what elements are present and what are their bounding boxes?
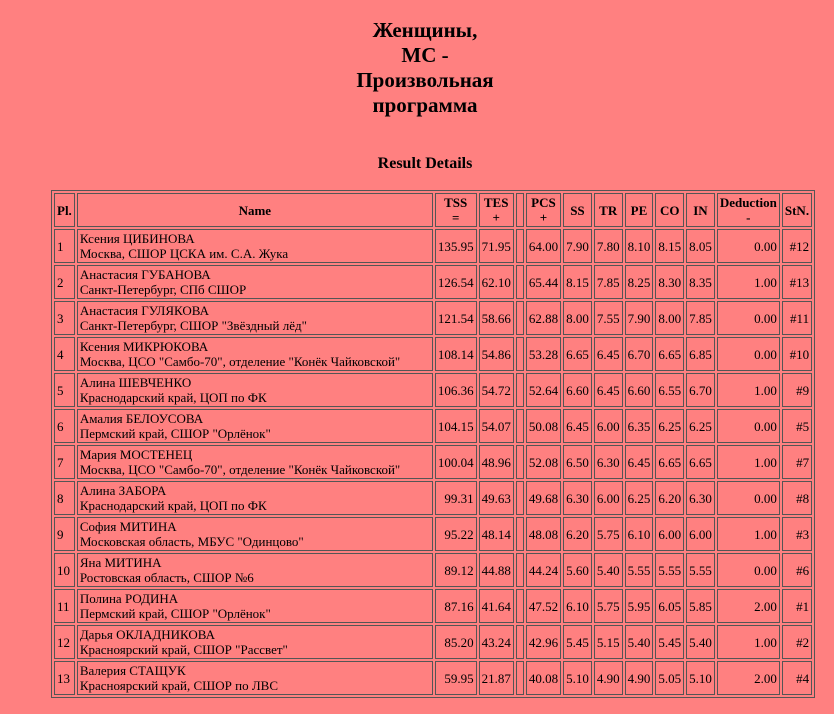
in-cell: 5.85 xyxy=(686,589,715,623)
gap-cell xyxy=(516,409,524,443)
col-header-tss xyxy=(435,193,477,227)
skater-name: Валерия СТАЩУК xyxy=(79,663,186,678)
skater-name: Дарья ОКЛАДНИКОВА xyxy=(79,627,215,642)
start-number-cell: #5 xyxy=(782,409,812,443)
pe-cell: 6.25 xyxy=(625,481,654,515)
deduction-cell: 1.00 xyxy=(717,373,780,407)
start-number-cell: #6 xyxy=(782,553,812,587)
tr-cell: 7.85 xyxy=(594,265,623,299)
col-header-pcs xyxy=(526,193,561,227)
ss-cell: 8.15 xyxy=(563,265,592,299)
ss-cell: 5.10 xyxy=(563,661,592,695)
place-cell: 2 xyxy=(54,265,75,299)
co-cell: 6.05 xyxy=(655,589,684,623)
tr-cell: 6.00 xyxy=(594,409,623,443)
tes-cell: 41.64 xyxy=(479,589,514,623)
tes-cell: 58.66 xyxy=(479,301,514,335)
pcs-cell: 49.68 xyxy=(526,481,561,515)
start-number-cell: #4 xyxy=(782,661,812,695)
title-line: программа xyxy=(372,93,478,117)
skater-name: София МИТИНА xyxy=(79,519,177,534)
gap-cell xyxy=(516,301,524,335)
pe-cell: 6.35 xyxy=(625,409,654,443)
tes-cell: 21.87 xyxy=(479,661,514,695)
deduction-cell: 0.00 xyxy=(717,553,780,587)
in-cell: 7.85 xyxy=(686,301,715,335)
ss-cell: 6.20 xyxy=(563,517,592,551)
tr-cell: 7.55 xyxy=(594,301,623,335)
in-cell: 6.00 xyxy=(686,517,715,551)
skater-club: Московская область, МБУС "Одинцово" xyxy=(79,534,304,549)
pe-cell: 5.95 xyxy=(625,589,654,623)
col-header-tes-label: TES xyxy=(483,195,509,210)
place-cell: 7 xyxy=(54,445,75,479)
deduction-cell: 2.00 xyxy=(717,589,780,623)
start-number-cell: #11 xyxy=(782,301,812,335)
tss-cell: 89.12 xyxy=(435,553,477,587)
pcs-cell: 62.88 xyxy=(526,301,561,335)
col-header-co: CO xyxy=(655,193,684,227)
table-row xyxy=(54,625,812,659)
gap-cell xyxy=(516,661,524,695)
in-cell: 6.30 xyxy=(686,481,715,515)
in-cell: 5.55 xyxy=(686,553,715,587)
skater-cell xyxy=(77,661,433,695)
table-row xyxy=(54,409,812,443)
tr-cell: 6.30 xyxy=(594,445,623,479)
col-header-pe: PE xyxy=(625,193,654,227)
ss-cell: 6.65 xyxy=(563,337,592,371)
tes-cell: 71.95 xyxy=(479,229,514,263)
tss-cell: 99.31 xyxy=(435,481,477,515)
place-cell: 13 xyxy=(54,661,75,695)
pe-cell: 6.45 xyxy=(625,445,654,479)
in-cell: 6.70 xyxy=(686,373,715,407)
title-line: Женщины, xyxy=(372,18,478,42)
deduction-cell: 2.00 xyxy=(717,661,780,695)
skater-club: Пермский край, СШОР "Орлёнок" xyxy=(79,606,271,621)
skater-name: Алина ШЕВЧЕНКО xyxy=(79,375,192,390)
pe-cell: 4.90 xyxy=(625,661,654,695)
pe-cell: 6.60 xyxy=(625,373,654,407)
col-header-in: IN xyxy=(686,193,715,227)
col-header-tr: TR xyxy=(594,193,623,227)
skater-club: Санкт-Петербург, СШОР "Звёздный лёд" xyxy=(79,318,307,333)
skater-name: Алина ЗАБОРА xyxy=(79,483,167,498)
skater-club: Москва, СШОР ЦСКА им. С.А. Жука xyxy=(79,246,289,261)
ss-cell: 6.30 xyxy=(563,481,592,515)
co-cell: 8.00 xyxy=(655,301,684,335)
table-row xyxy=(54,661,812,695)
co-cell: 6.00 xyxy=(655,517,684,551)
deduction-cell: 1.00 xyxy=(717,625,780,659)
gap-cell xyxy=(516,553,524,587)
tss-cell: 135.95 xyxy=(435,229,477,263)
pcs-cell: 44.24 xyxy=(526,553,561,587)
pcs-cell: 65.44 xyxy=(526,265,561,299)
tss-cell: 104.15 xyxy=(435,409,477,443)
pcs-cell: 53.28 xyxy=(526,337,561,371)
pe-cell: 6.70 xyxy=(625,337,654,371)
gap-cell xyxy=(516,517,524,551)
pcs-cell: 52.08 xyxy=(526,445,561,479)
table-row xyxy=(54,589,812,623)
col-header-ss: SS xyxy=(563,193,592,227)
skater-name: Яна МИТИНА xyxy=(79,555,162,570)
tss-cell: 121.54 xyxy=(435,301,477,335)
results-table xyxy=(51,190,815,698)
tr-cell: 7.80 xyxy=(594,229,623,263)
skater-cell xyxy=(77,517,433,551)
skater-club: Красноярский край, СШОР по ЛВС xyxy=(79,678,279,693)
tss-cell: 106.36 xyxy=(435,373,477,407)
start-number-cell: #13 xyxy=(782,265,812,299)
section-subtitle: Result Details xyxy=(377,155,473,172)
table-row xyxy=(54,337,812,371)
deduction-cell: 1.00 xyxy=(717,265,780,299)
col-header-deduction-label: Deduction xyxy=(719,195,777,210)
skater-club: Санкт-Петербург, СПб СШОР xyxy=(79,282,247,297)
skater-cell xyxy=(77,373,433,407)
col-header-deduction-sign: - xyxy=(746,210,751,225)
start-number-cell: #10 xyxy=(782,337,812,371)
place-cell: 4 xyxy=(54,337,75,371)
page-title xyxy=(0,18,834,118)
start-number-cell: #1 xyxy=(782,589,812,623)
skater-club: Ростовская область, СШОР №6 xyxy=(79,570,254,585)
gap-cell xyxy=(516,445,524,479)
deduction-cell: 0.00 xyxy=(717,229,780,263)
co-cell: 6.20 xyxy=(655,481,684,515)
tr-cell: 5.15 xyxy=(594,625,623,659)
tes-cell: 54.07 xyxy=(479,409,514,443)
skater-cell xyxy=(77,625,433,659)
col-header-tss-label: TSS xyxy=(444,195,468,210)
tr-cell: 5.75 xyxy=(594,517,623,551)
pcs-cell: 64.00 xyxy=(526,229,561,263)
skater-club: Краснодарский край, ЦОП по ФК xyxy=(79,498,267,513)
in-cell: 6.85 xyxy=(686,337,715,371)
in-cell: 8.35 xyxy=(686,265,715,299)
ss-cell: 6.50 xyxy=(563,445,592,479)
skater-club: Красноярский край, СШОР "Рассвет" xyxy=(79,642,288,657)
gap-cell xyxy=(516,229,524,263)
in-cell: 5.10 xyxy=(686,661,715,695)
in-cell: 6.25 xyxy=(686,409,715,443)
deduction-cell: 0.00 xyxy=(717,481,780,515)
tr-cell: 5.75 xyxy=(594,589,623,623)
ss-cell: 8.00 xyxy=(563,301,592,335)
tes-cell: 49.63 xyxy=(479,481,514,515)
co-cell: 6.65 xyxy=(655,337,684,371)
col-header-pcs-sign: + xyxy=(539,210,548,225)
col-header-place: Pl. xyxy=(54,193,75,227)
pe-cell: 7.90 xyxy=(625,301,654,335)
tss-cell: 126.54 xyxy=(435,265,477,299)
tes-cell: 62.10 xyxy=(479,265,514,299)
skater-name: Ксения ЦИБИНОВА xyxy=(79,231,195,246)
skater-club: Краснодарский край, ЦОП по ФК xyxy=(79,390,267,405)
tr-cell: 6.45 xyxy=(594,373,623,407)
gap-cell xyxy=(516,481,524,515)
pcs-cell: 48.08 xyxy=(526,517,561,551)
tes-cell: 43.24 xyxy=(479,625,514,659)
skater-club: Пермский край, СШОР "Орлёнок" xyxy=(79,426,271,441)
skater-club: Москва, ЦСО "Самбо-70", отделение "Конёк Чайковской" xyxy=(79,354,401,369)
tes-cell: 48.14 xyxy=(479,517,514,551)
co-cell: 5.45 xyxy=(655,625,684,659)
col-header-tes xyxy=(479,193,514,227)
skater-name: Ксения МИКРЮКОВА xyxy=(79,339,209,354)
co-cell: 6.55 xyxy=(655,373,684,407)
tr-cell: 4.90 xyxy=(594,661,623,695)
place-cell: 8 xyxy=(54,481,75,515)
pe-cell: 5.55 xyxy=(625,553,654,587)
skater-cell xyxy=(77,229,433,263)
title-line: МС - xyxy=(401,43,449,67)
start-number-cell: #8 xyxy=(782,481,812,515)
place-cell: 1 xyxy=(54,229,75,263)
start-number-cell: #3 xyxy=(782,517,812,551)
co-cell: 5.05 xyxy=(655,661,684,695)
tes-cell: 44.88 xyxy=(479,553,514,587)
skater-cell xyxy=(77,589,433,623)
ss-cell: 6.10 xyxy=(563,589,592,623)
in-cell: 8.05 xyxy=(686,229,715,263)
ss-cell: 6.60 xyxy=(563,373,592,407)
start-number-cell: #9 xyxy=(782,373,812,407)
place-cell: 5 xyxy=(54,373,75,407)
co-cell: 6.65 xyxy=(655,445,684,479)
skater-name: Анастасия ГУЛЯКОВА xyxy=(79,303,209,318)
skater-cell xyxy=(77,409,433,443)
start-number-cell: #12 xyxy=(782,229,812,263)
table-row xyxy=(54,517,812,551)
deduction-cell: 1.00 xyxy=(717,445,780,479)
tes-cell: 48.96 xyxy=(479,445,514,479)
tr-cell: 6.45 xyxy=(594,337,623,371)
place-cell: 11 xyxy=(54,589,75,623)
gap-cell xyxy=(516,337,524,371)
tss-cell: 95.22 xyxy=(435,517,477,551)
pcs-cell: 42.96 xyxy=(526,625,561,659)
gap-cell xyxy=(516,265,524,299)
deduction-cell: 0.00 xyxy=(717,409,780,443)
skater-name: Полина РОДИНА xyxy=(79,591,179,606)
co-cell: 6.25 xyxy=(655,409,684,443)
start-number-cell: #7 xyxy=(782,445,812,479)
col-header-deduction xyxy=(717,193,780,227)
ss-cell: 5.60 xyxy=(563,553,592,587)
table-row xyxy=(54,553,812,587)
tss-cell: 85.20 xyxy=(435,625,477,659)
gap-cell xyxy=(516,373,524,407)
tss-cell: 108.14 xyxy=(435,337,477,371)
col-header-tss-sign: = xyxy=(451,210,460,225)
place-cell: 3 xyxy=(54,301,75,335)
pe-cell: 8.10 xyxy=(625,229,654,263)
co-cell: 8.30 xyxy=(655,265,684,299)
table-row xyxy=(54,265,812,299)
pcs-cell: 52.64 xyxy=(526,373,561,407)
skater-name: Мария МОСТЕНЕЦ xyxy=(79,447,193,462)
place-cell: 9 xyxy=(54,517,75,551)
skater-cell xyxy=(77,553,433,587)
tes-cell: 54.86 xyxy=(479,337,514,371)
pcs-cell: 47.52 xyxy=(526,589,561,623)
col-header-start-number: StN. xyxy=(782,193,812,227)
in-cell: 6.65 xyxy=(686,445,715,479)
table-row xyxy=(54,445,812,479)
place-cell: 6 xyxy=(54,409,75,443)
gap-cell xyxy=(516,589,524,623)
pcs-cell: 40.08 xyxy=(526,661,561,695)
table-row xyxy=(54,481,812,515)
skater-cell xyxy=(77,265,433,299)
tes-cell: 54.72 xyxy=(479,373,514,407)
col-header-tes-sign: + xyxy=(492,210,500,225)
place-cell: 10 xyxy=(54,553,75,587)
col-gap xyxy=(516,193,524,227)
ss-cell: 7.90 xyxy=(563,229,592,263)
pe-cell: 8.25 xyxy=(625,265,654,299)
co-cell: 8.15 xyxy=(655,229,684,263)
table-row xyxy=(54,301,812,335)
table-row xyxy=(54,229,812,263)
deduction-cell: 0.00 xyxy=(717,301,780,335)
table-row xyxy=(54,373,812,407)
gap-cell xyxy=(516,625,524,659)
deduction-cell: 1.00 xyxy=(717,517,780,551)
tr-cell: 5.40 xyxy=(594,553,623,587)
tss-cell: 59.95 xyxy=(435,661,477,695)
pe-cell: 6.10 xyxy=(625,517,654,551)
pcs-cell: 50.08 xyxy=(526,409,561,443)
header-row xyxy=(54,193,812,227)
deduction-cell: 0.00 xyxy=(717,337,780,371)
skater-cell xyxy=(77,481,433,515)
skater-cell xyxy=(77,301,433,335)
tss-cell: 87.16 xyxy=(435,589,477,623)
skater-name: Амалия БЕЛОУСОВА xyxy=(79,411,204,426)
tr-cell: 6.00 xyxy=(594,481,623,515)
pe-cell: 5.40 xyxy=(625,625,654,659)
skater-name: Анастасия ГУБАНОВА xyxy=(79,267,211,282)
skater-club: Москва, ЦСО "Самбо-70", отделение "Конёк Чайковской" xyxy=(79,462,401,477)
place-cell: 12 xyxy=(54,625,75,659)
title-line: Произвольная xyxy=(356,68,494,92)
skater-cell xyxy=(77,337,433,371)
col-header-name: Name xyxy=(77,193,433,227)
skater-cell xyxy=(77,445,433,479)
in-cell: 5.40 xyxy=(686,625,715,659)
ss-cell: 5.45 xyxy=(563,625,592,659)
ss-cell: 6.45 xyxy=(563,409,592,443)
col-header-pcs-label: PCS xyxy=(531,195,556,210)
co-cell: 5.55 xyxy=(655,553,684,587)
start-number-cell: #2 xyxy=(782,625,812,659)
tss-cell: 100.04 xyxy=(435,445,477,479)
